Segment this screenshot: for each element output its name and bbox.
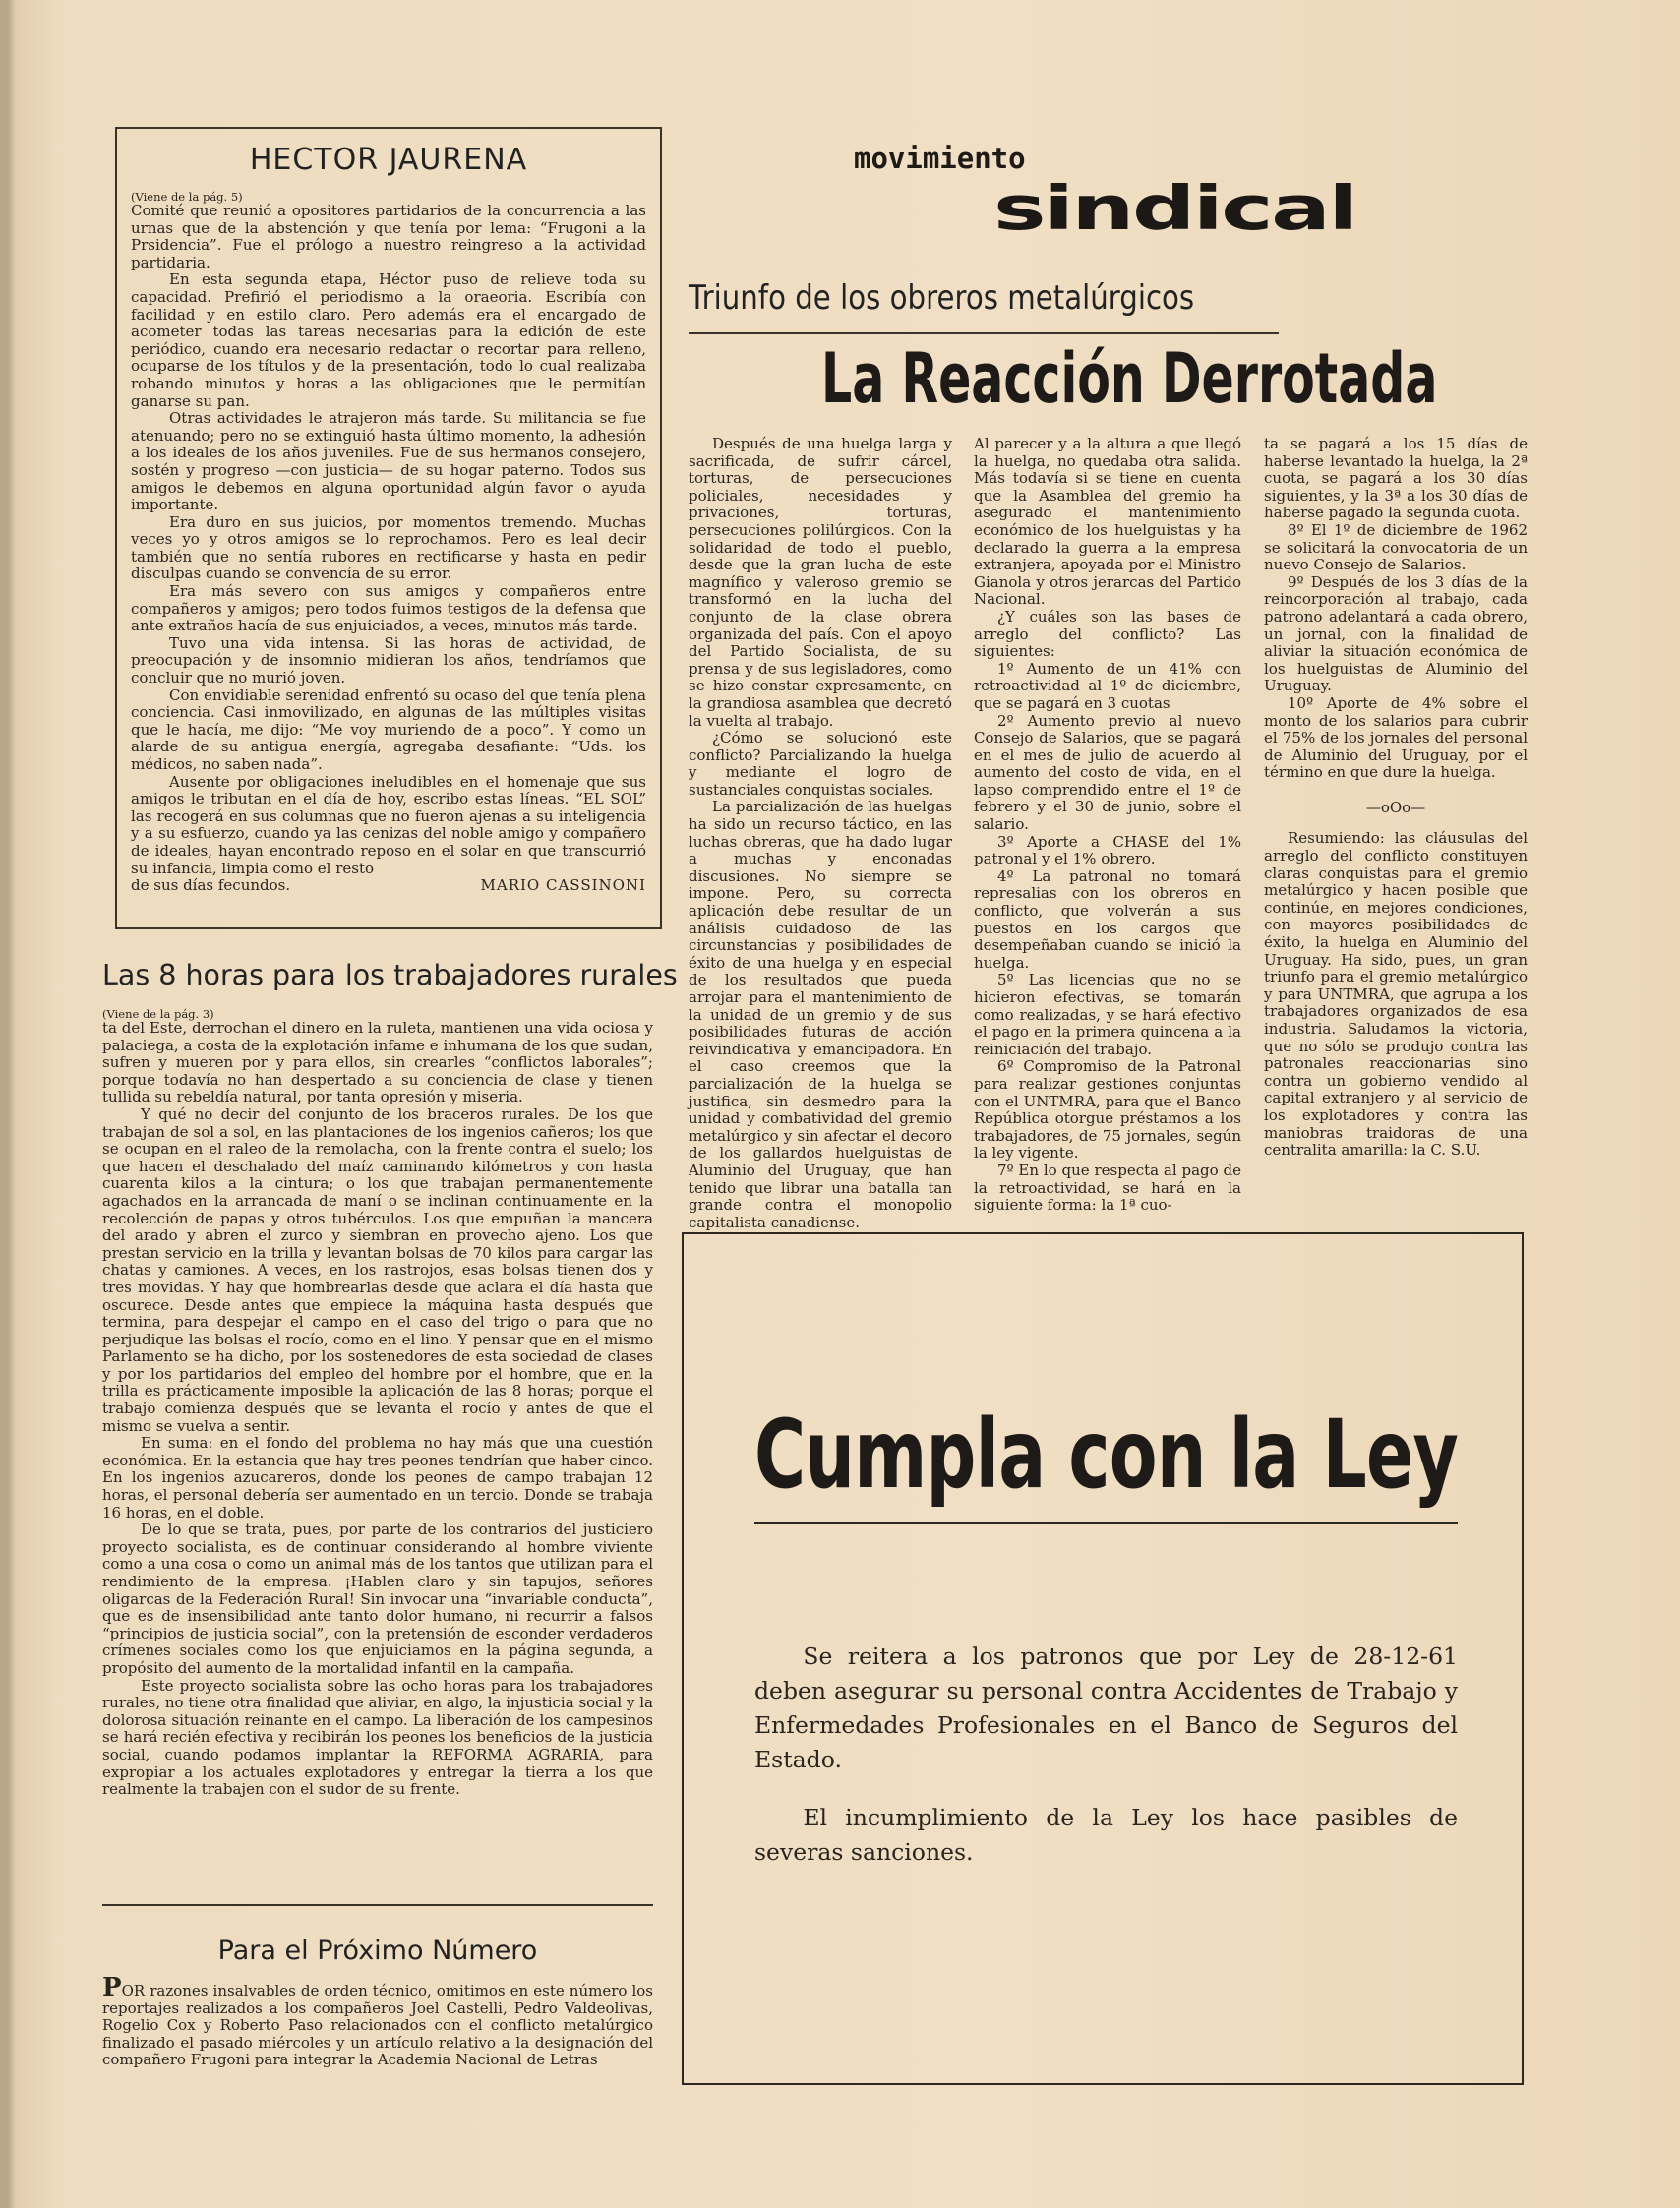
paragraph: Era duro en sus juicios, por momentos tremendo. Muchas veces yo y otros amigos se lo reprochamos. Pero es leal decir también que no sentía rubores en rectificarse y hasta en pedir disculpas cuando se convencía de su error. — [131, 512, 646, 583]
next-issue-body — [102, 1973, 653, 2069]
paragraph: ¿Y cuáles son las bases de arreglo del conflicto? Las siguientes: — [974, 607, 1241, 661]
paragraph: Otras actividades le atrajeron más tarde. Su militancia se fue atenuando; pero no se extinguió hasta último momento, la adhesión a los ideales de los años juveniles. Fue de sus hermanos consejero, sostén y progreso —con justicia— de su hogar paterno. Todos sus amigos le debemos en alguna oportunidad algún favor o ayuda importante. — [131, 409, 646, 514]
section-logo: sindical — [993, 173, 1356, 244]
divider — [754, 1522, 1458, 1524]
continuation-note: (Viene de la pág. 5) — [131, 190, 243, 204]
rural-article-title: Las 8 horas para los trabajadores rurales — [102, 959, 678, 991]
paragraph: Al parecer y a la altura a que llegó la huelga, no quedaba otra salida. Más todavía si se tiene en cuenta que la Asamblea del gremio ha asegurado el mantenimiento económico de los huelguistas y ha declarado la guerra a la empresa extranjera, apoyada por el Ministro Gianola y otros jerarcas del Partido Nacional. — [974, 435, 1241, 609]
article-column-2 — [974, 436, 1241, 1215]
law-notice-ad — [682, 1232, 1524, 2085]
article-body — [131, 203, 646, 895]
paragraph: ta del Este, derrochan el dinero en la ruleta, mantienen una vida ociosa y palaciega, a costa de la explotación infame e inhumana de los que sudan, sufren y mueren por y para ellos, sin crearles “conflictos laborales”; porque todavía no han despertado a su conciencia de clase y tienen tullida su rebeldía natural, por tanta opresión y miseria. — [102, 1019, 653, 1106]
paragraph: En esta segunda etapa, Héctor puso de relieve toda su capacidad. Prefirió el periodismo a la oraeoria. Escribía con facilidad y en estilo claro. Pero además era el encargado de acometer todas las tareas necesarias para la edición de este periódico, cuando era necesario redactar o recortar para relleno, ocuparse de los títulos y de la presentación, todo lo cual realizaba robando minutos y horas a las obligaciones que le permitían ganarse su pan. — [131, 270, 646, 410]
list-item: 5º Las licencias que no se hicieron efectivas, se tomarán como realizadas, y se hará efectivo el pago en la primera quincena a la reiniciación del trabajo. — [974, 971, 1241, 1058]
signature-line — [131, 877, 646, 895]
article-title: HECTOR JAURENA — [249, 143, 528, 177]
list-item: 7º En lo que respecta al pago de la retroactividad, se hará en la siguiente forma: la 1ª cuo- — [974, 1161, 1241, 1215]
paragraph: La parcialización de las huelgas ha sido un recurso táctico, en las luchas obreras, que ha dado lugar a muchas y enconadas discusiones. No siempre se impone. Pero, su correcta aplicación debe resultar de un análisis cuidadoso de las circunstancias y posibilidades de éxito de una huelga y en especial de los resultados que pueda arrojar para el mantenimiento de la unidad de un gremio y de sus posibilidades futuras de acción reivindicativa y emancipadora. En el caso creemos que la parcialización de la huelga se justifica, sin desmedro para la unidad y combatividad del gremio metalúrgico y sin afectar el decoro de los gallardos huelguistas de Aluminio del Uruguay, que han tenido que librar una batalla tan grande contra el monopolio capitalista canadiense. — [689, 798, 952, 1231]
continuation-note: (Viene de la pág. 3) — [102, 1007, 214, 1021]
last-line: de sus días fecundos. — [131, 876, 291, 895]
list-item: 10º Aporte de 4% sobre el monto de los salarios para cubrir el 75% de los jornales del personal de Aluminio del Uruguay, por el término en que dure la huelga. — [1264, 693, 1528, 782]
paragraph: Y qué no decir del conjunto de los braceros rurales. De los que trabajan de sol a sol, en las plantaciones de los ingenios cañeros; los que se ocupan en el raleo de la remolacha, con la frente contra el suelo; los que hacen el deschalado del maíz caminando kilómetros y con hasta cuarenta kilos a la cintura; o los que trabajan permanentemente agachados en la arrancada de maní o se inclinan continuamente en la recolección de papas y otros tubérculos. Los que empuñan la mancera del arado y abren el zurco y siembran en provecho ajeno. Los que prestan servicio en la trilla y levantan bolsas de 70 kilos para cargar las chatas y camiones. A veces, en los rastrojos, esas bolsas tienen dos y tres movidas. Y hay que hombrearlas desde que aclara el día hasta que oscurece. Desde antes que empiece la máquina hasta después que termina, para despejar el campo en el caso del trigo o para que no perjudique las bolsas el rocío, como en el lino. Y pensar que en el mismo Parlamento se ha dicho, por los sostenedores de esta sociedad de clases y por los partidarios del empleo del hombre por el hombre, que en la trilla es prácticamente imposible la aplicación de las 8 horas; porque el trabajo comienza después que se levanta el rocío y antes de que el mismo se vuelva a sentir. — [102, 1104, 653, 1435]
paragraph: Con envidiable serenidad enfrentó su ocaso del que tenía plena conciencia. Casi inmovilizado, en algunas de las múltiples visitas que le hacía, me dijo: “Me voy muriendo de a poco”. Y como un alarde de su antigua energía, agregaba desafiante: “Uds. los médicos, no saben nada”. — [131, 686, 646, 773]
hector-jaurena-article — [115, 127, 662, 929]
paragraph: POR razones insalvables de orden técnico, omitimos en este número los reportajes realizados a los compañeros Joel Castelli, Pedro Valdeolivas, Rogelio Cox y Roberto Paso relacionados con el conflicto metalúrgico finalizado el pasado miércoles y un artículo relativo a la designación del compañero Frugoni para integrar la Academia Nacional de Letras — [102, 1973, 653, 2069]
paragraph: De lo que se trata, pues, por parte de los contrarios del justiciero proyecto socialista, es de continuar considerando al hombre viviente como a una cosa o como un animal más de los tantos que utilizan para el rendimiento de la empresa. ¡Hablen claro y sin tapujos, señores oligarcas de la Federación Rural! Sin invocar una “invariable conducta”, que es de insensibilidad ante tanto dolor humano, ni recurrir a falsos “principios de justicia social”, con la pretensión de esconder verdaderos crímenes sociales como los que enjuiciamos en la página segunda, a propósito del aumento de la mortalidad infantil en la campaña. — [102, 1521, 653, 1677]
article-column-1 — [689, 436, 952, 1231]
paragraph: Este proyecto socialista sobre las ocho horas para los trabajadores rurales, no tiene otra finalidad que aliviar, en algo, la injusticia social y la dolorosa situación reinante en el campo. La liberación de los campesinos se hará recién efectiva y recibirán los peones los beneficios de la justicia social, cuando podamos implantar la REFORMA AGRARIA, para expropiar a los actuales explotadores y entregar la tierra a los que realmente la trabajen con el sudor de su frente. — [102, 1676, 653, 1799]
rural-article-body — [102, 1020, 653, 1799]
paragraph: Comité que reunió a opositores partidarios de la concurrencia a las urnas que de la abstención y que tenía por lema: “Frugoni a la Prsidencia”. Fue el prólogo a nuestro reingreso a la actividad partidaria. — [131, 202, 646, 271]
list-item: 9º Después de los 3 días de la reincorporación al trabajo, cada patrono adelantará a cada obrero, un jornal, con la finalidad de aliviar la situación económica de los huelguistas de Aluminio del Uruguay. — [1264, 572, 1528, 695]
next-issue-title: Para el Próximo Número — [217, 1936, 538, 1966]
divider — [689, 332, 1279, 334]
article-column-3 — [1264, 436, 1528, 1160]
paragraph: Se reitera a los patronos que por Ley de 28-12-61 deben asegurar su personal contra Accidentes de Trabajo y Enfermedades Profesionales en el Banco de Seguros del Estado. — [754, 1642, 1458, 1773]
list-item: 4º La patronal no tomará represalias con los obreros en conflicto, que volverán a sus puestos en los cargos que desempeñaban cuando se inició la huelga. — [974, 866, 1241, 972]
paragraph: Resumiendo: las cláusulas del arreglo del conflicto constituyen claras conquistas para el gremio metalúrgico y hacen posible que continúe, en mejores condiciones, con mayores posibilidades de éxito, la huelga en Aluminio del Uruguay. Ha sido, pues, un gran triunfo para el gremio metalúrgico y para UNTMRA, que agrupa a los trabajadores organizados de esa industria. Saludamos la victoria, que no sólo se produjo contra las patronales reaccionarias sino contra un gobierno vendido al capital extranjero y al servicio de los explotadores y contra las maniobras traidoras de una centralita amarilla: la C. S.U. — [1264, 829, 1528, 1160]
list-item: 2º Aumento previo al nuevo Consejo de Salarios, que se pagará en el mes de julio de acuerdo al aumento del costo de vida, en el lapso comprendido entre el 1º de febrero y el 30 de junio, sobre el salario. — [974, 711, 1241, 834]
article-headline: La Reacción Derrotada — [821, 338, 1438, 419]
list-item: 8º El 1º de diciembre de 1962 se solicitará la convocatoria de un nuevo Consejo de Salarios. — [1264, 520, 1528, 574]
list-item: 3º Aporte a CHASE del 1% patronal y el 1% obrero. — [974, 832, 1241, 868]
paragraph: Ausente por obligaciones ineludibles en el homenaje que sus amigos le tributan en el día de hoy, escribo estas líneas. “EL SOL” las recogerá en sus columnas que no fueron ajenas a su inteligencia y a su esfuerzo, cuando ya las cenizas del noble amigo y compañero de ideales, hayan encontrado reposo en el solar en que transcurrió su infancia, limpia como el resto — [131, 772, 646, 877]
article-subtitle: Triunfo de los obreros metalúrgicos — [689, 278, 1195, 318]
paragraph: En suma: en el fondo del problema no hay más que una cuestión económica. En la estancia que hay tres peones tendrían que haber cinco. En los ingenios azucareros, donde los peones de campo trabajan 12 horas, el personal debería ser aumentado en un tercio. Donde se trabaja 16 horas, en el doble. — [102, 1434, 653, 1522]
paragraph: El incumplimiento de la Ley los hace pasibles de severas sanciones. — [754, 1804, 1458, 1866]
ad-body — [754, 1640, 1458, 1870]
separator: —oOo— — [1365, 798, 1426, 816]
list-item: ta se pagará a los 15 días de haberse levantado la huelga, la 2ª cuota, se pagará a los 30 días siguientes, y la 3ª a los 30 días de haberse pagado la segunda cuota. — [1264, 435, 1528, 522]
paragraph: Después de una huelga larga y sacrificada, de sufrir cárcel, torturas, de persecuciones policiales, necesidades y privaciones, torturas, persecuciones polilúrgicos. Con la solidaridad de todo el pueblo, desde que la gran lucha de este magnífico y valeroso gremio se transformó en la lucha del conjunto de la clase obrera organizada del país. Con el apoyo del Partido Socialista, de su prensa y de sus legisladores, como se hizo constar expresamente, en la grandiosa asamblea que decretó la vuelta al trabajo. — [689, 435, 952, 730]
paragraph: Era más severo con sus amigos y compañeros entre compañeros y amigos; pero todos fuimos testigos de la defensa que ante extraños hacía de sus enjuiciados, a veces, minutos más tarde. — [131, 582, 646, 635]
divider — [102, 1904, 653, 1906]
paragraph: Tuvo una vida intensa. Si las horas de actividad, de preocupación y de insomnio midieran los años, tendríamos que concluir que no murió joven. — [131, 633, 646, 687]
author-signature: MARIO CASSINONI — [480, 876, 646, 895]
paragraph: ¿Cómo se solucionó este conflicto? Parcializando la huelga y mediante el logro de sustanciales conquistas sociales. — [689, 729, 952, 799]
section-kicker: movimiento — [854, 142, 1026, 175]
list-item: 1º Aumento de un 41% con retroactividad al 1º de diciembre, que se pagará en 3 cuotas — [974, 659, 1241, 712]
ad-headline: Cumpla con la Ley — [754, 1400, 1459, 1510]
list-item: 6º Compromiso de la Patronal para realizar gestiones conjuntas con el UNTMRA, para que el Banco República otorgue préstamos a los trabajadores, de 75 jornales, según la ley vigente. — [974, 1057, 1241, 1163]
